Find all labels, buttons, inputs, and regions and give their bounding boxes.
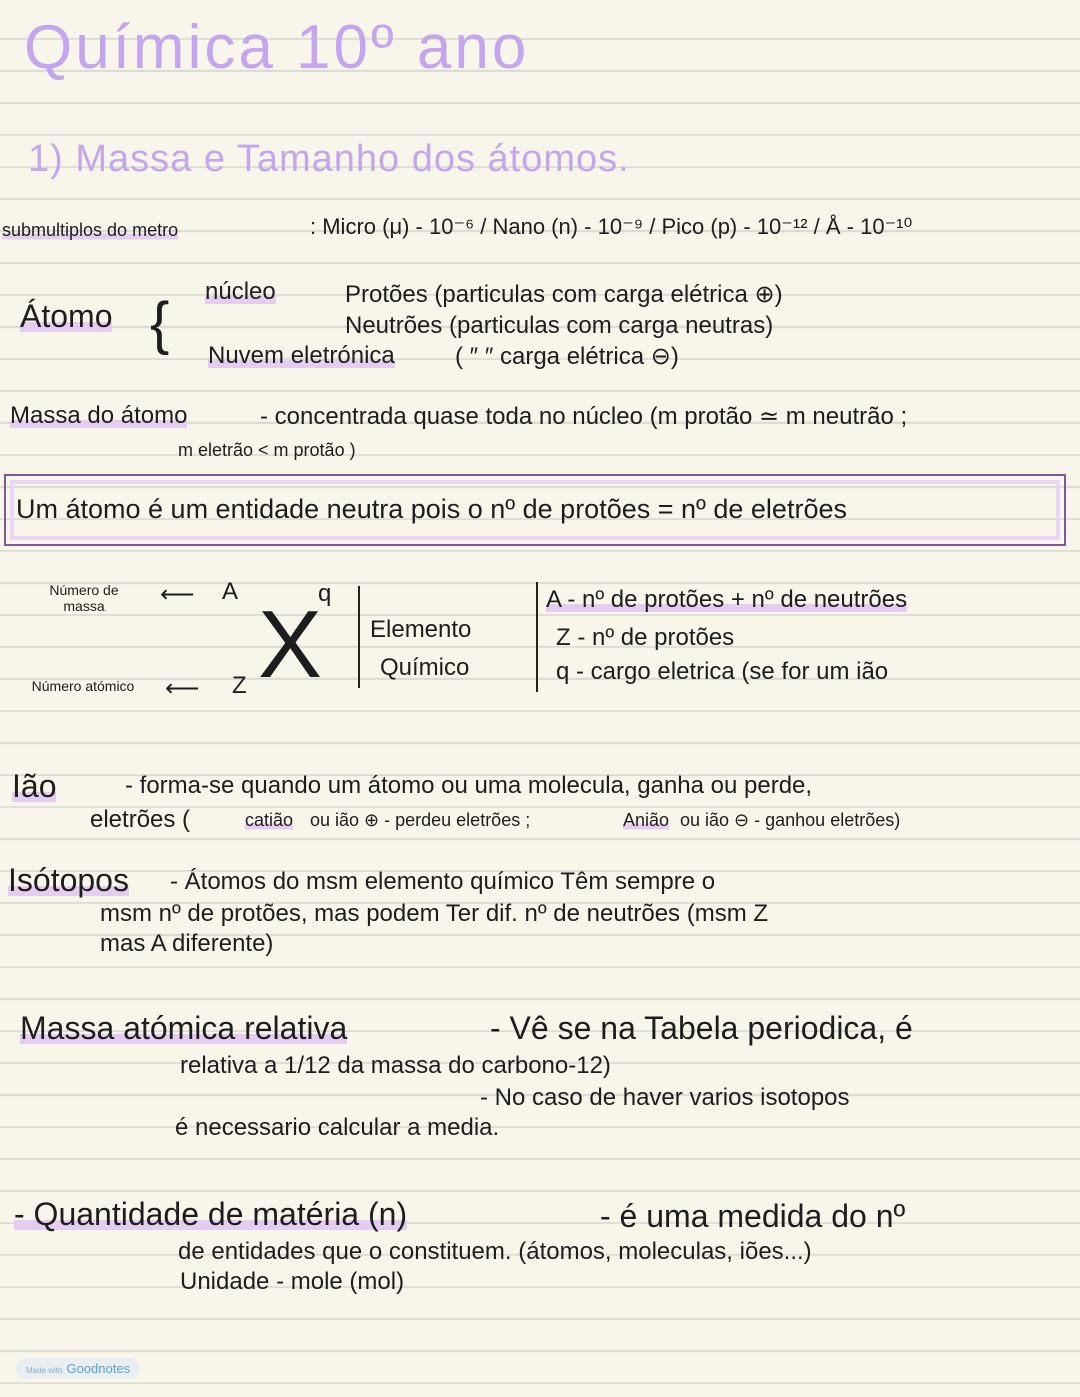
isotopos-line3: mas A diferente) — [100, 930, 274, 957]
nuvem-desc: ( ″ ″ carga elétrica ⊖) — [455, 343, 679, 370]
massa-atomo-text: - concentrada quase toda no núcleo (m protão ≃ m neutrão ; — [260, 403, 908, 430]
elemento-label: Elemento — [370, 616, 472, 643]
badge-brand: Goodnotes — [66, 1361, 131, 1376]
goodnotes-badge — [16, 1358, 140, 1379]
badge-prefix: Made with — [26, 1366, 63, 1375]
divider — [536, 582, 538, 692]
section-heading: 1) Massa e Tamanho dos átomos. — [28, 138, 630, 180]
page-title: Química 10º ano — [24, 13, 530, 82]
def-A: A - nº de protões + nº de neutrões — [546, 586, 908, 613]
submultiplos-label: submultiplos do metro — [2, 220, 179, 240]
isotopos-line2: msm nº de protões, mas podem Ter dif. nº de neutrões (msm Z — [100, 900, 769, 927]
quantidade-line3: Unidade - mole (mol) — [180, 1268, 405, 1295]
def-Z: Z - nº de protões — [556, 624, 735, 651]
iao-line2b: ou ião ⊕ - perdeu eletrões ; — [310, 810, 531, 830]
numero-atomico-label: Número atómico — [31, 678, 135, 694]
quimico-label: Químico — [380, 654, 470, 681]
mass-number-symbol: A — [222, 578, 239, 605]
iao-label: Ião — [12, 768, 57, 804]
massa-atomo-label: Massa do átomo — [10, 402, 188, 429]
massa-relativa-line1: - Vê se na Tabela periodica, é — [490, 1010, 913, 1046]
arrow-icon: ⟵ — [165, 675, 200, 702]
massa-relativa-line3: - No caso de haver varios isotopos — [480, 1084, 850, 1111]
isotopos-label: Isótopos — [8, 862, 129, 898]
brace-icon: { — [150, 291, 170, 356]
numero-massa-label: Número de massa — [49, 582, 119, 614]
massa-relativa-label: Massa atómica relativa — [20, 1010, 348, 1046]
aniao-label: Anião — [623, 810, 670, 830]
isotopos-line1: - Átomos do msm elemento químico Têm sempre o — [170, 868, 716, 895]
arrow-icon: ⟵ — [160, 581, 195, 608]
iao-line2a: eletrões ( — [90, 806, 191, 833]
bracket — [358, 586, 360, 688]
nuvem-label: Nuvem eletrónica — [208, 342, 395, 369]
charge-symbol: q — [318, 580, 332, 607]
atomo-label: Átomo — [20, 298, 113, 334]
massa-atomo-text2: m eletrão < m protão ) — [178, 440, 356, 460]
quantidade-label: - Quantidade de matéria (n) — [14, 1196, 408, 1232]
nucleo-label: núcleo — [205, 278, 276, 305]
massa-relativa-line4: é necessario calcular a media. — [175, 1114, 500, 1141]
quantidade-line2: de entidades que o constituem. (átomos, moleculas, iões...) — [178, 1238, 812, 1265]
massa-relativa-line2: relativa a 1/12 da massa do carbono-12) — [180, 1052, 611, 1079]
def-q: q - cargo eletrica (se for um ião — [556, 658, 889, 685]
iao-line1: - forma-se quando um átomo ou uma molecula, ganha ou perde, — [125, 772, 813, 799]
iao-line2c: ou ião ⊖ - ganhou eletrões) — [680, 810, 901, 830]
element-symbol: X — [258, 591, 323, 698]
boxed-statement: Um átomo é um entidade neutra pois o nº de protões = nº de eletrões — [16, 494, 847, 524]
protoes-text: Protões (particulas com carga elétrica ⊕) — [345, 281, 783, 308]
atomic-number-symbol: Z — [232, 672, 247, 699]
quantidade-line1: - é uma medida do nº — [600, 1198, 906, 1234]
submultiplos-text: : Micro (μ) - 10⁻⁶ / Nano (n) - 10⁻⁹ / Pico (p) - 10⁻¹² / Å - 10⁻¹⁰ — [310, 214, 913, 239]
catiao-label: catião — [245, 810, 294, 830]
neutroes-text: Neutrões (particulas com carga neutras) — [345, 312, 774, 339]
